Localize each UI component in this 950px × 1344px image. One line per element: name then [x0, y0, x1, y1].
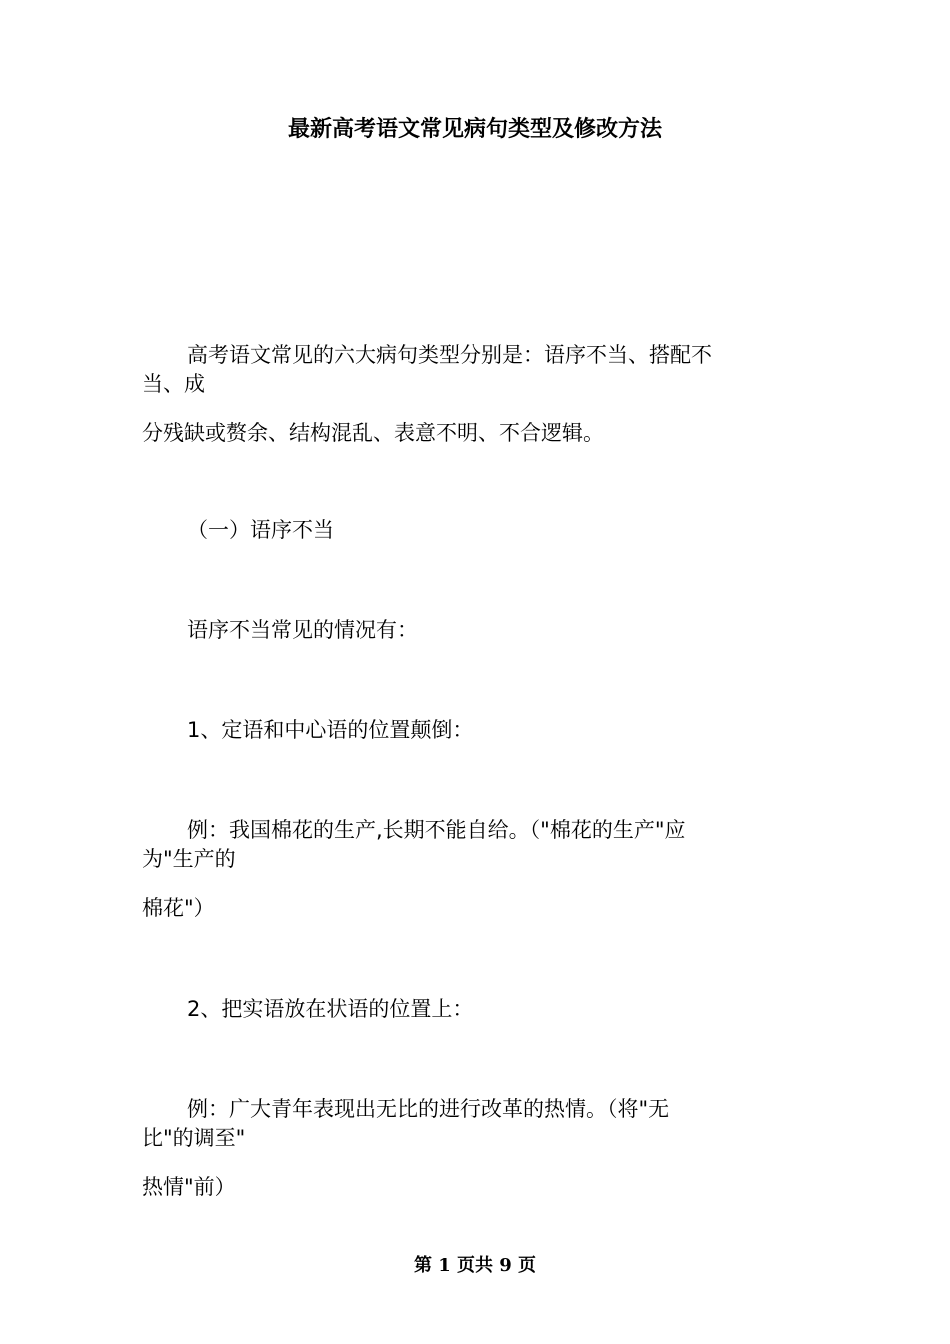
example-line: 比"的调至": [142, 1126, 246, 1150]
list-item: 2、把实语放在状语的位置上：: [187, 997, 474, 1021]
paragraph-line: 当、成: [142, 372, 205, 396]
example-line: 例：广大青年表现出无比的进行改革的热情。（将"无: [187, 1097, 670, 1121]
example-line: 例：我国棉花的生产,长期不能自给。（"棉花的生产"应: [187, 818, 686, 842]
paragraph-line: 分残缺或赘余、结构混乱、表意不明、不合逻辑。: [142, 421, 604, 445]
page-number: 第 1 页共 9 页: [413, 1255, 537, 1276]
example-line: 热情"前）: [142, 1175, 236, 1199]
paragraph-line: 语序不当常见的情况有：: [187, 618, 418, 642]
example-line: 为"生产的: [142, 847, 236, 871]
page-title: 最新高考语文常见病句类型及修改方法: [287, 117, 662, 142]
section-heading: （一）语序不当: [187, 518, 334, 542]
example-line: 棉花"）: [142, 896, 215, 920]
paragraph-line: 高考语文常见的六大病句类型分别是：语序不当、搭配不: [187, 343, 712, 367]
list-item: 1、定语和中心语的位置颠倒：: [187, 718, 474, 742]
